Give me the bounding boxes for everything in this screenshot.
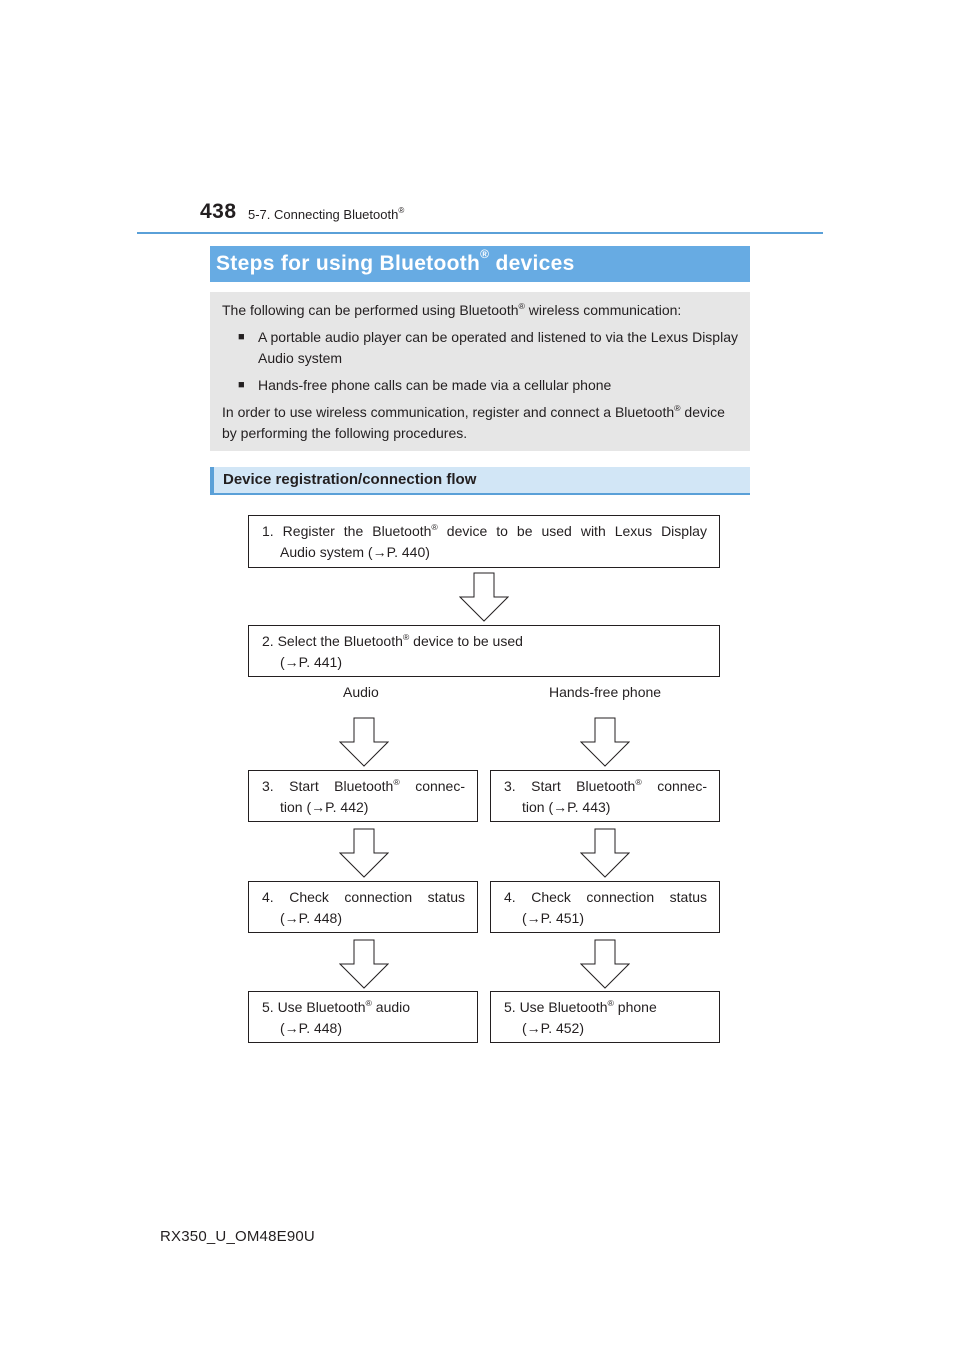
square-bullet-icon: ■ xyxy=(238,331,245,343)
intro-line: The following can be performed using Bluetooth® wireless communication: xyxy=(222,300,682,318)
down-arrow-icon xyxy=(580,939,630,989)
footer-code: RX350_U_OM48E90U xyxy=(160,1228,315,1245)
intro-box xyxy=(210,292,750,451)
down-arrow-icon xyxy=(339,828,389,878)
main-heading: Steps for using Bluetooth® devices xyxy=(210,246,750,282)
down-arrow-icon xyxy=(580,717,630,767)
branch-label-audio: Audio xyxy=(343,684,379,700)
flow-step-4-phone: 4. Check connection status (→P. 451) xyxy=(490,881,720,933)
intro-paragraph: In order to use wireless communication, register and connect a Bluetooth® device by performing the following procedures. xyxy=(222,402,725,441)
square-bullet-icon: ■ xyxy=(238,379,245,391)
flow-step-5-phone: 5. Use Bluetooth® phone (→P. 452) xyxy=(490,991,720,1043)
flow-step-1: 1. Register the Bluetooth® device to be used with Lexus Display Audio system (→P. 440) xyxy=(248,515,720,568)
branch-label-phone: Hands-free phone xyxy=(549,684,662,700)
bullet-item: ■ A portable audio player can be operated and listened to via the Lexus Display Audio system xyxy=(238,327,740,369)
down-arrow-icon xyxy=(580,828,630,878)
flow-step-5-audio: 5. Use Bluetooth® audio (→P. 448) xyxy=(248,991,478,1043)
down-arrow-icon xyxy=(339,939,389,989)
flow-step-2: 2. Select the Bluetooth® device to be used (→P. 441) xyxy=(248,625,720,677)
header-rule xyxy=(137,232,823,234)
section-title: 5-7. Connecting Bluetooth® xyxy=(248,206,405,222)
down-arrow-icon xyxy=(339,717,389,767)
bullet-item: ■ Hands-free phone calls can be made via a cellular phone xyxy=(238,375,740,396)
flow-step-3-phone: 3. Start Bluetooth® connec- tion (→P. 443) xyxy=(490,770,720,822)
page-number: 438 xyxy=(200,200,237,223)
down-arrow-icon xyxy=(459,572,509,622)
flow-step-4-audio: 4. Check connection status (→P. 448) xyxy=(248,881,478,933)
flow-step-3-audio: 3. Start Bluetooth® connec- tion (→P. 442) xyxy=(248,770,478,822)
sub-heading: Device registration/connection flow xyxy=(210,467,750,495)
